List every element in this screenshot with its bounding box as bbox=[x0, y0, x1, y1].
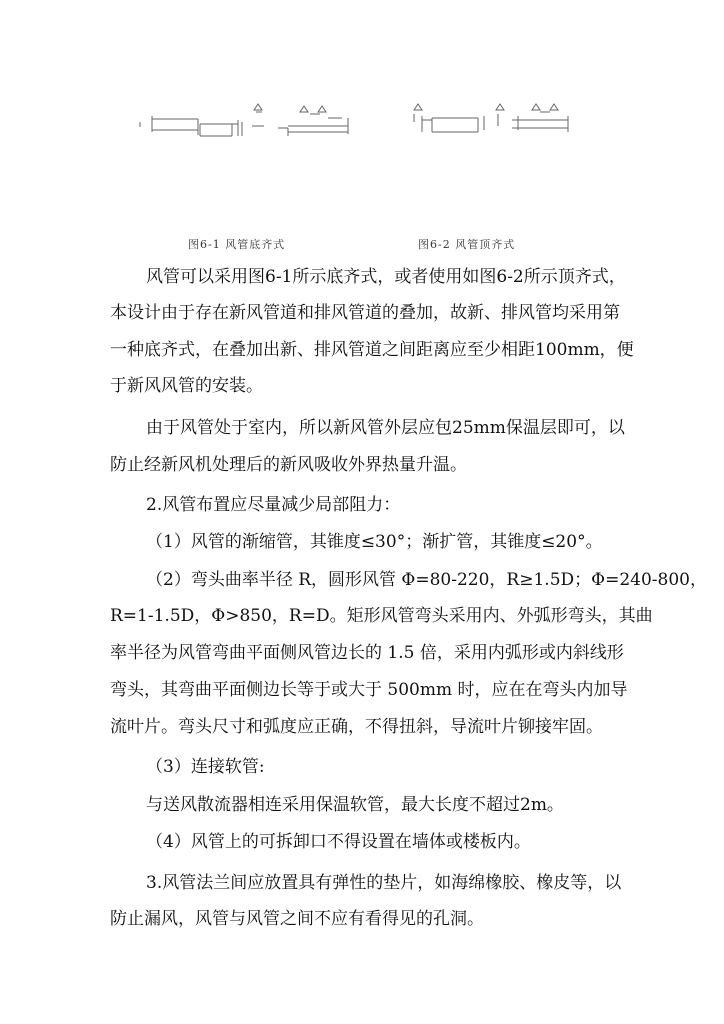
section-heading: 2.风管布置应尽量减少局部阻力： bbox=[146, 495, 401, 515]
figure-6-2-drawing bbox=[408, 100, 580, 140]
section-heading: 3.风管法兰间应放置具有弹性的垫片，如海绵橡胶、橡皮等，以 bbox=[146, 873, 622, 893]
list-item: （4）风管上的可拆卸口不得设置在墙体或楼板内。 bbox=[146, 832, 531, 852]
list-item: （1）风管的渐缩管，其锥度≤30°；渐扩管，其锥度≤20°。 bbox=[146, 532, 603, 552]
paragraph-line: 与送风散流器相连采用保温软管，最大长度不超过2m。 bbox=[146, 795, 564, 815]
paragraph-line: 本设计由于存在新风管道和排风管道的叠加，故新、排风管均采用第 bbox=[110, 303, 620, 323]
paragraph-line: 由于风管处于室内，所以新风管外层应包25mm保温层即可，以 bbox=[146, 418, 625, 438]
list-item: （3）连接软管: bbox=[146, 757, 265, 777]
paragraph-line: 率半径为风管弯曲平面侧风管边长的 1.5 倍，采用内弧形或内斜线形 bbox=[110, 643, 624, 663]
paragraph-line: 弯头，其弯曲平面侧边长等于或大于 500mm 时，应在在弯头内加导 bbox=[110, 680, 628, 700]
paragraph-line: 一种底齐式，在叠加出新、排风管道之间距离应至少相距100mm，便 bbox=[110, 340, 634, 360]
figure-6-1-caption: 图6-1 风管底齐式 bbox=[188, 238, 286, 251]
paragraph-line: 防止经新风机处理后的新风吸收外界热量升温。 bbox=[110, 455, 467, 475]
list-item: （2）弯头曲率半径 R，圆形风管 Φ=80-220，R≥1.5D；Φ=240-800， bbox=[146, 570, 707, 590]
paragraph-line: 风管可以采用图6-1所示底齐式，或者使用如图6-2所示顶齐式， bbox=[146, 267, 626, 287]
figure-6-1-drawing bbox=[138, 100, 374, 140]
paragraph-line: 流叶片。弯头尺寸和弧度应正确，不得扭斜，导流叶片铆接牢固。 bbox=[110, 717, 603, 737]
paragraph-line: 于新风风管的安装。 bbox=[110, 376, 263, 396]
figure-6-2-caption: 图6-2 风管顶齐式 bbox=[418, 238, 516, 251]
paragraph-line: 防止漏风，风管与风管之间不应有看得见的孔洞。 bbox=[110, 909, 484, 929]
paragraph-line: R=1-1.5D，Φ>850，R=D。矩形风管弯头采用内、外弧形弯头，其曲 bbox=[110, 606, 653, 626]
